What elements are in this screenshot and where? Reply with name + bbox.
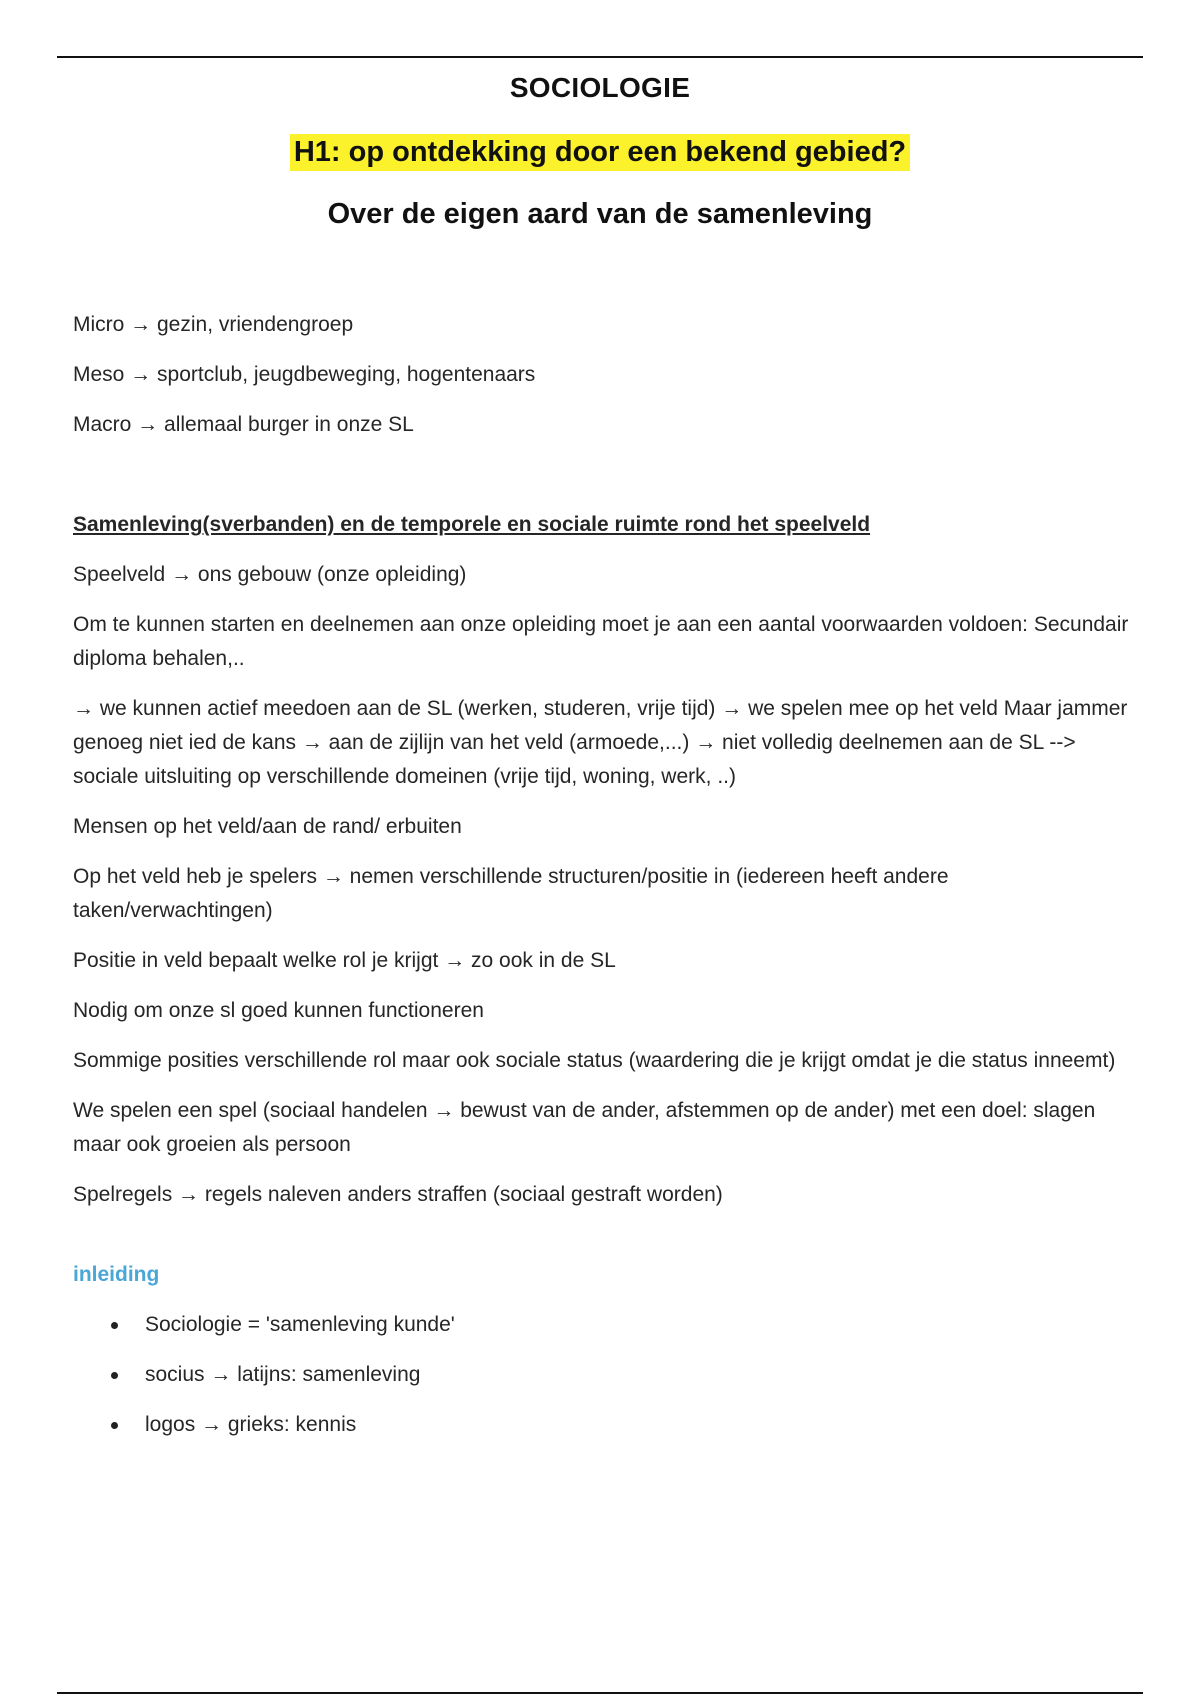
document-body xyxy=(73,308,1133,1458)
bullet-icon xyxy=(111,1372,118,1379)
list-item-text: socius → latijns: samenleving xyxy=(145,1363,421,1386)
chapter-heading: Over de eigen aard van de samenleving xyxy=(327,198,873,230)
paragraph: Sommige posities verschillende rol maar ook sociale status (waardering die je krijgt omdat je die status inneemt) xyxy=(73,1049,1116,1072)
list-item-text: Sociologie = 'samenleving kunde' xyxy=(145,1313,455,1336)
paragraph: Nodig om onze sl goed kunnen functioneren xyxy=(73,999,484,1022)
list-item xyxy=(73,1358,1133,1392)
intro-heading: inleiding xyxy=(73,1263,160,1286)
paragraph: Positie in veld bepaalt welke rol je krijgt → zo ook in de SL xyxy=(73,949,616,972)
paragraph: Spelregels → regels naleven anders straffen (sociaal gestraft worden) xyxy=(73,1183,723,1206)
intro-bullet-list xyxy=(73,1308,1133,1442)
bullet-icon xyxy=(111,1322,118,1329)
level-micro: Micro → gezin, vriendengroep xyxy=(73,313,354,336)
paragraph: Mensen op het veld/aan de rand/ erbuiten xyxy=(73,815,462,838)
paragraph: Om te kunnen starten en deelnemen aan onze opleiding moet je aan een aantal voorwaarden voldoen: Secundair diploma behalen,.. xyxy=(73,613,1129,670)
spacer xyxy=(73,1228,1133,1258)
list-item xyxy=(73,1308,1133,1342)
spacer xyxy=(73,458,1133,508)
level-meso: Meso → sportclub, jeugdbeweging, hogentenaars xyxy=(73,363,536,386)
section-heading: Samenleving(sverbanden) en de temporele en sociale ruimte rond het speelveld xyxy=(73,513,871,536)
bottom-rule xyxy=(57,1692,1143,1694)
list-item-text: logos → grieks: kennis xyxy=(145,1413,357,1436)
paragraph: Speelveld → ons gebouw (onze opleiding) xyxy=(73,563,467,586)
top-rule xyxy=(57,56,1143,58)
level-macro: Macro → allemaal burger in onze SL xyxy=(73,413,414,436)
list-item xyxy=(73,1408,1133,1442)
paragraph: → we kunnen actief meedoen aan de SL (werken, studeren, vrije tijd) → we spelen mee op het veld Maar jammer genoeg niet ied de kans → aan de zijlijn van het veld (armoede,...) → niet volledig deelnemen aan de SL --> sociale uitsluiting op verschillende domeinen (vrije tijd, woning, werk, ..) xyxy=(73,697,1128,788)
paragraph: Op het veld heb je spelers → nemen verschillende structuren/positie in (iedereen heeft andere taken/verwachtingen) xyxy=(73,865,949,922)
subtitle-wrapper xyxy=(0,134,1200,171)
paragraph: We spelen een spel (sociaal handelen → bewust van de ander, afstemmen op de ander) met een doel: slagen maar ook groeien als persoon xyxy=(73,1099,1096,1156)
document-title: SOCIOLOGIE xyxy=(509,72,691,103)
bullet-icon xyxy=(111,1422,118,1429)
chapter-subtitle-highlighted: H1: op ontdekking door een bekend gebied? xyxy=(290,134,910,171)
